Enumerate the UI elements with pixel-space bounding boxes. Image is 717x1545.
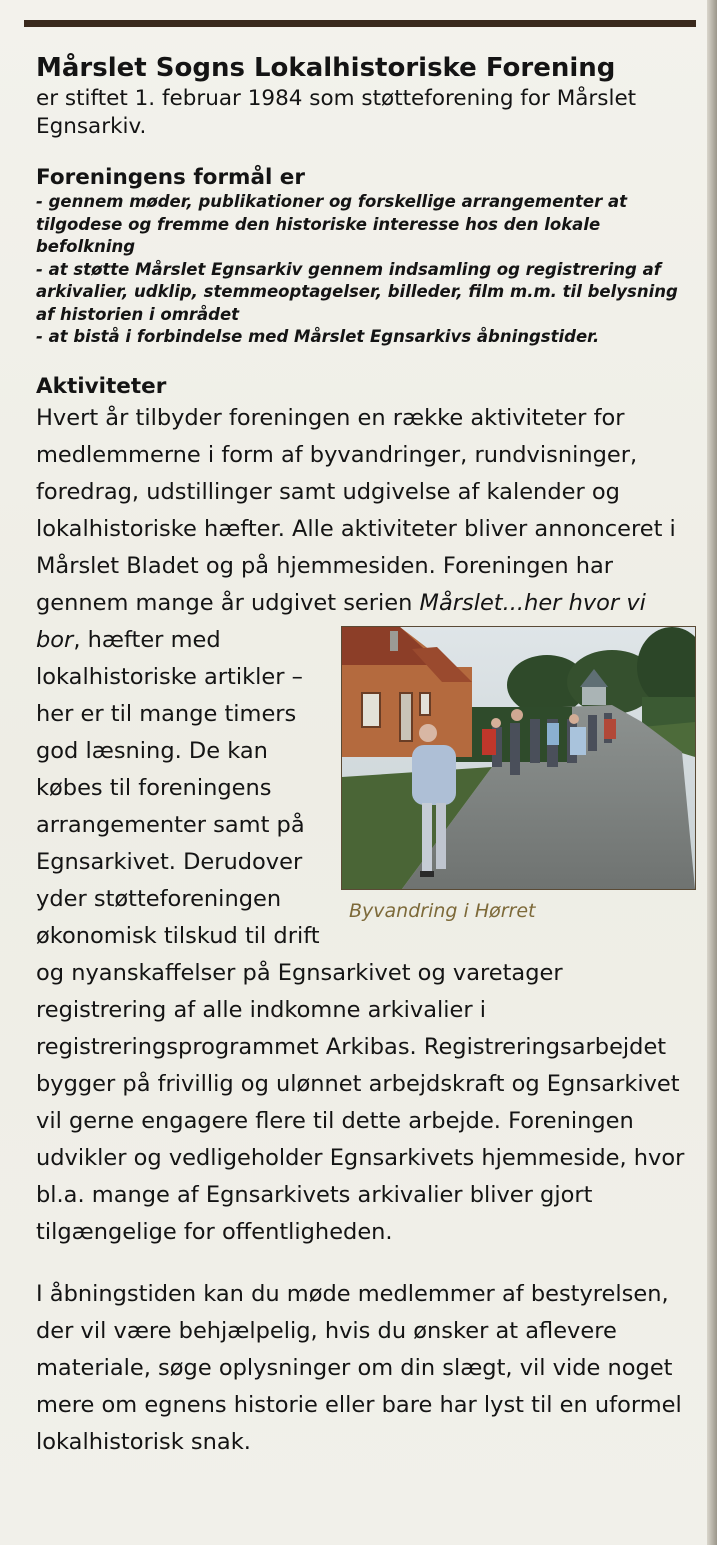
paragraph-gap — [36, 1251, 692, 1276]
purpose-list — [36, 191, 692, 349]
purpose-section — [36, 165, 692, 349]
purpose-item: - gennem møder, publikationer og forskellige arrangementer at tilgodese og fremme den historiske interesse hos den lokale befolkning — [36, 192, 628, 256]
activities-section — [36, 374, 692, 1461]
activities-paragraph — [36, 400, 692, 1251]
purpose-heading: Foreningens formål er — [36, 165, 305, 190]
top-rule — [24, 20, 696, 27]
article-title: Mårslet Sogns Lokalhistoriske Forening — [36, 53, 616, 83]
purpose-item: - at støtte Mårslet Egnsarkiv gennem indsamling og registrering af arkivalier, udklip, stemmeoptagelser, billeder, film m.m. til belysning af historien i området — [36, 259, 678, 324]
purpose-item: - at bistå i forbindelse med Mårslet Egnsarkivs åbningstider. — [36, 327, 600, 346]
series-title: Mårslet...her hvor vi bor — [36, 589, 646, 653]
activities-text-after: , hæfter med lokalhistoriske artikler – her er til mange timers god læsning. De kan købes til foreningens arrangementer samt på Egnsarkivet. Derudover yder støtteforeningen økonomisk tilskud til drift og nyanskaffelser på Egnsarkivet og varetager registrering af alle indkomne arkivalier i registreringsprogrammet Arkibas. Registreringsarbejdet bygger på frivillig og ulønnet arbejdskraft og Egnsarkivet vil gerne engagere flere til dette arbejde. Foreningen udvikler og vedligeholder Egnsarkivets hjemmeside, hvor bl.a. mange af Egnsarkivets arkivalier bliver gjort tilgængelige for offentligheden. — [36, 626, 685, 1245]
page-edge-shadow — [707, 0, 717, 1545]
activities-text-before: Hvert år tilbyder foreningen en række aktiviteter for medlemmerne i form af byvandringer, rundvisninger, foredrag, udstillinger samt udgivelse af kalender og lokalhistoriske hæfter. Alle aktiviteter bliver annonceret i Mårslet Bladet og på hjemmesiden. Foreningen har gennem mange år udgivet serien — [36, 404, 676, 616]
article-intro: er stiftet 1. februar 1984 som støtteforening for Mårslet Egnsarkiv. — [36, 86, 637, 139]
article — [36, 52, 692, 1461]
town-walk-photo — [341, 626, 696, 890]
opening-hours-paragraph: I åbningstiden kan du møde medlemmer af bestyrelsen, der vil være behjælpelig, hvis du ønsker at aflevere materiale, søge oplysninger om din slægt, vil vide noget mere om egnens historie eller bare har lyst til en uformel lokalhistorisk snak. — [36, 1280, 682, 1455]
activities-heading: Aktiviteter — [36, 373, 167, 399]
photo-figure — [341, 626, 696, 924]
photo-caption: Byvandring i Hørret — [349, 899, 536, 922]
